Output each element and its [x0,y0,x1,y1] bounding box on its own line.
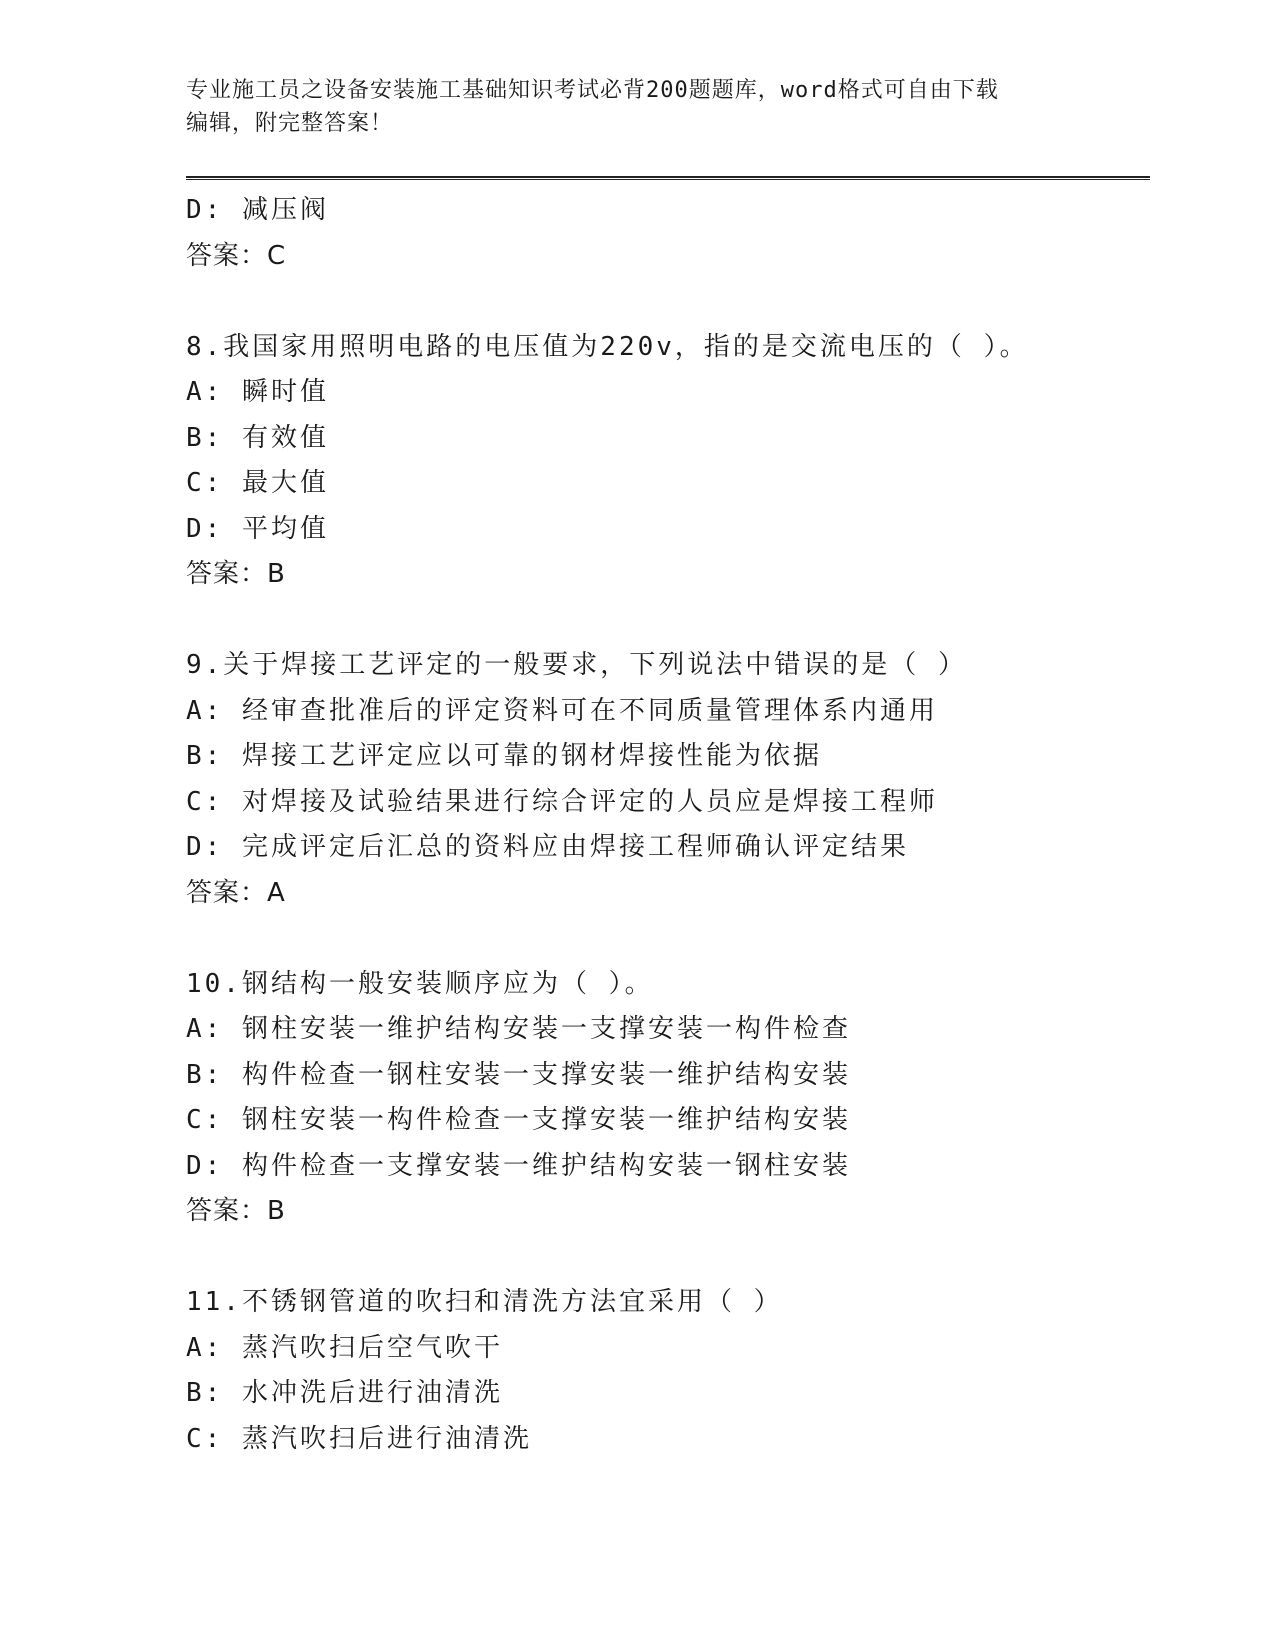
header-line-1: 专业施工员之设备安装施工基础知识考试必背200题题库，word格式可自由下载 [186,78,999,103]
question-stem: 9.关于焊接工艺评定的一般要求，下列说法中错误的是（ ） [186,650,967,680]
option-a: A: 经审查批准后的评定资料可在不同质量管理体系内通用 [186,695,938,726]
answer: 答案：B [186,1196,286,1226]
option-b: B: 有效值 [186,422,329,453]
document-header [186,74,1066,140]
answer: 答案：A [186,877,286,908]
option-d: D: 平均值 [186,513,329,544]
option-b: B: 构件检查一钢柱安装一支撑安装一维护结构安装 [186,1059,851,1090]
option-c: C: 蒸汽吹扫后进行油清洗 [186,1423,532,1454]
spacer [186,1235,1150,1281]
question-stem: 8.我国家用照明电路的电压值为220v，指的是交流电压的（ ）。 [186,331,1029,362]
option-c: C: 钢柱安装一构件检查一支撑安装一维护结构安装 [186,1105,851,1135]
question-list [186,188,1150,1462]
option-c: C: 对焊接及试验结果进行综合评定的人员应是焊接工程师 [186,786,938,817]
option-d: D: 构件检查一支撑安装一维护结构安装一钢柱安装 [186,1150,851,1181]
option-b: B: 焊接工艺评定应以可靠的钢材焊接性能为依据 [186,741,822,771]
answer: 答案：B [186,559,286,589]
answer: 答案：C [186,240,287,271]
header-line-2: 编辑，附完整答案！ [186,111,394,136]
spacer [186,598,1150,644]
option-d: D: 减压阀 [186,195,329,225]
option-b: B: 水冲洗后进行油清洗 [186,1378,503,1408]
header-divider [186,176,1150,180]
option-d: D: 完成评定后汇总的资料应由焊接工程师确认评定结果 [186,832,909,862]
question-stem: 11.不锈钢管道的吹扫和清洗方法宜采用（ ） [186,1287,783,1317]
question-stem: 10.钢结构一般安装顺序应为（ ）。 [186,968,654,999]
option-a: A: 瞬时值 [186,377,329,407]
option-c: C: 最大值 [186,468,329,498]
spacer [186,916,1150,962]
spacer [186,279,1150,325]
option-a: A: 蒸汽吹扫后空气吹干 [186,1332,503,1363]
option-a: A: 钢柱安装一维护结构安装一支撑安装一构件检查 [186,1014,851,1044]
